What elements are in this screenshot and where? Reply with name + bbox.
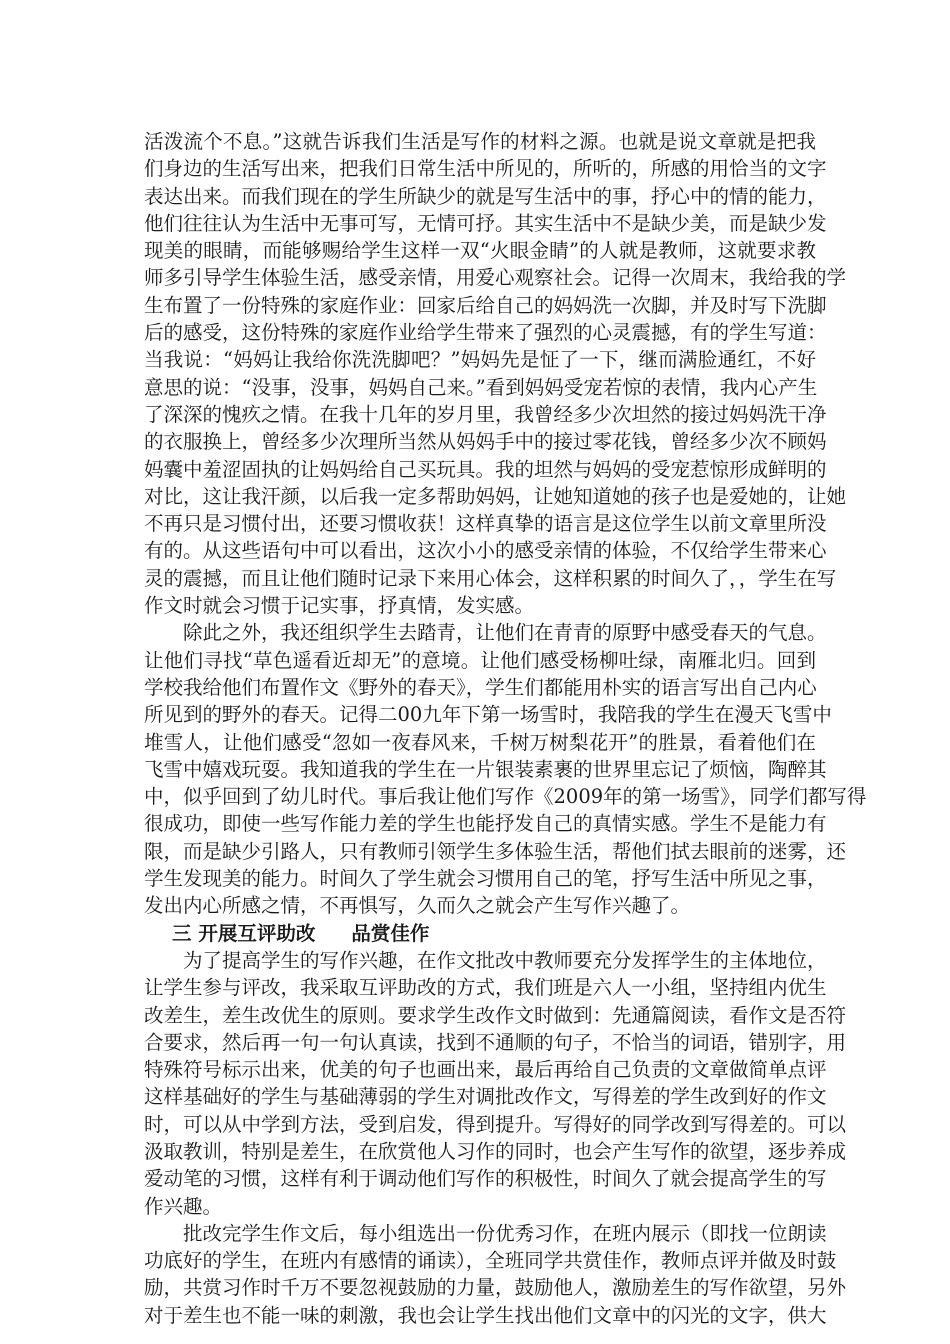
text-line: 后的感受，这份特殊的家庭作业给学生带来了强烈的心灵震撼，有的学生写道： xyxy=(144,321,827,345)
text-line: 堆雪人，让他们感受“忽如一夜春风来，千树万树梨花开”的胜景，看着他们在 xyxy=(144,730,816,754)
text-line: 他们往往认为生活中无事可写，无情可抒。其实生活中不是缺少美，而是缺少发 xyxy=(144,211,827,235)
text-line: 现美的眼睛，而能够赐给学生这样一双“火眼金睛”的人就是教师，这就要求教 xyxy=(144,239,816,263)
text-line: 让他们寻找“草色遥看近却无”的意境。让他们感受杨柳吐绿，南雁北归。回到 xyxy=(144,648,816,672)
text-line: 为了提高学生的写作兴趣，在作文批改中教师要充分发挥学生的主体地位， xyxy=(183,948,827,972)
section-title-part2: 品赏佳作 xyxy=(351,921,430,945)
text-line: 活泼流个不息。”这就告诉我们生活是写作的材料之源。也就是说文章就是把我 xyxy=(144,130,816,153)
text-line: 对于差生也不能一味的刺激，我也会让学生找出他们文章中的闪光的文字，供大 xyxy=(144,1303,827,1327)
text-line: 对比，这让我汗颜，以后我一定多帮助妈妈，让她知道她的孩子也是爱她的，让她 xyxy=(144,484,847,508)
text-line: 不再只是习惯付出，还要习惯收获！这样真挚的语言是这位学生以前文章里所没 xyxy=(144,512,827,536)
paragraph xyxy=(144,947,847,1220)
text-line: 爱动笔的习惯，这样有利于调动他们写作的积极性，时间久了就会提高学生的写 xyxy=(144,1167,827,1191)
text-line: 汲取教训，特别是差生，在欣赏他人习作的同时，也会产生写作的欲望，逐步养成 xyxy=(144,1139,847,1163)
document-body xyxy=(144,128,867,1329)
text-line: 师多引导学生体验生活，感受亲情，用爱心观察社会。记得一次周末，我给我的学 xyxy=(144,266,847,290)
text-line: 中，似乎回到了幼儿时代。事后我让他们写作《2009年的第一场雪》，同学们都写得 xyxy=(144,785,867,809)
text-line: 表达出来。而我们现在的学生所缺少的就是写生活中的事，抒心中的情的能力， xyxy=(144,184,827,208)
text-line: 学生发现美的能力。时间久了学生就会习惯用自己的笔，抒写生活中所见之事， xyxy=(144,867,827,891)
text-line: 合要求，然后再一句一句认真读，找到不通顺的句子，不恰当的词语，错别字，用 xyxy=(144,1030,847,1054)
text-line: 很成功，即使一些写作能力差的学生也能抒发自己的真情实感。学生不是能力有 xyxy=(144,812,827,836)
text-line: 励，共赏习作时千万不要忽视鼓励的力量，鼓励他人，激励差生的写作欲望，另外 xyxy=(144,1276,847,1300)
text-line: 生布置了一份特殊的家庭作业：回家后给自己的妈妈洗一次脚，并及时写下洗脚 xyxy=(144,293,827,317)
text-line: 所见到的野外的春天。记得二00九年下第一场雪时，我陪我的学生在漫天飞雪中 xyxy=(144,703,832,727)
text-line: 这样基础好的学生与基础薄弱的学生对调批改作文，写得差的学生改到好的作文 xyxy=(144,1085,827,1109)
text-line: 作兴趣。 xyxy=(144,1194,223,1218)
text-line: 发出内心所感之情，不再惧写，久而久之就会产生写作兴趣了。 xyxy=(144,894,691,918)
text-line: 功底好的学生，在班内有感情的诵读），全班同学共赏佳作，教师点评并做及时鼓 xyxy=(144,1249,837,1273)
text-line: 特殊符号标示出来，优美的句子也画出来，最后再给自己负责的文章做简单点评 xyxy=(144,1058,827,1082)
paragraph xyxy=(144,128,847,619)
text-line: 批改完学生作文后，每小组选出一份优秀习作，在班内展示（即找一位朗读 xyxy=(183,1221,827,1245)
text-line: 们身边的生活写出来，把我们日常生活中所见的，所听的，所感的用恰当的文字 xyxy=(144,157,827,181)
text-line: 让学生参与评改，我采取互评助改的方式，我们班是六人一小组，坚持组内优生 xyxy=(144,976,827,1000)
text-line: 有的。从这些语句中可以看出，这次小小的感受亲情的体验，不仅给学生带来心 xyxy=(144,539,827,563)
section-heading xyxy=(144,920,816,947)
text-line: 的衣服换上，曾经多少次理所当然从妈妈手中的接过零花钱，曾经多少次不顾妈 xyxy=(144,430,827,454)
text-line: 灵的震撼，而且让他们随时记录下来用心体会，这样积累的时间久了，，学生在写 xyxy=(144,566,837,590)
text-line: 学校我给他们布置作文《野外的春天》，学生们都能用朴实的语言写出自己内心 xyxy=(144,675,817,699)
section-number: 三 xyxy=(172,921,192,945)
text-line: 作文时就会习惯于记实事，抒真情，发实感。 xyxy=(144,594,535,618)
paragraph xyxy=(144,1220,847,1329)
text-line: 飞雪中嬉戏玩耍。我知道我的学生在一片银装素裹的世界里忘记了烦恼，陶醉其 xyxy=(144,757,827,781)
text-line: 改差生，差生改优生的原则。要求学生改作文时做到：先通篇阅读，看作文是否符 xyxy=(144,1003,847,1027)
text-line: 意思的说：“没事，没事，妈妈自己来。”看到妈妈受宠若惊的表情，我内心产生 xyxy=(144,375,818,399)
text-line: 妈囊中羞涩固执的让妈妈给自己买玩具。我的坦然与妈妈的受宠惹惊形成鲜明的 xyxy=(144,457,827,481)
text-line: 除此之外，我还组织学生去踏青，让他们在青青的原野中感受春天的气息。 xyxy=(183,621,827,645)
text-line: 限，而是缺少引路人，只有教师引领学生多体验生活，帮他们拭去眼前的迷雾，还 xyxy=(144,839,847,863)
paragraph xyxy=(144,619,867,919)
text-line: 当我说：“妈妈让我给你洗洗脚吧？”妈妈先是怔了一下，继而满脸通红，不好 xyxy=(144,348,816,372)
section-title-part1: 开展互评助改 xyxy=(198,921,316,945)
text-line: 了深深的愧疚之情。在我十几年的岁月里，我曾经多少次坦然的接过妈妈洗干净 xyxy=(144,402,827,426)
text-line: 时，可以从中学到方法，受到启发，得到提升。写得好的同学改到写得差的。可以 xyxy=(144,1112,847,1136)
